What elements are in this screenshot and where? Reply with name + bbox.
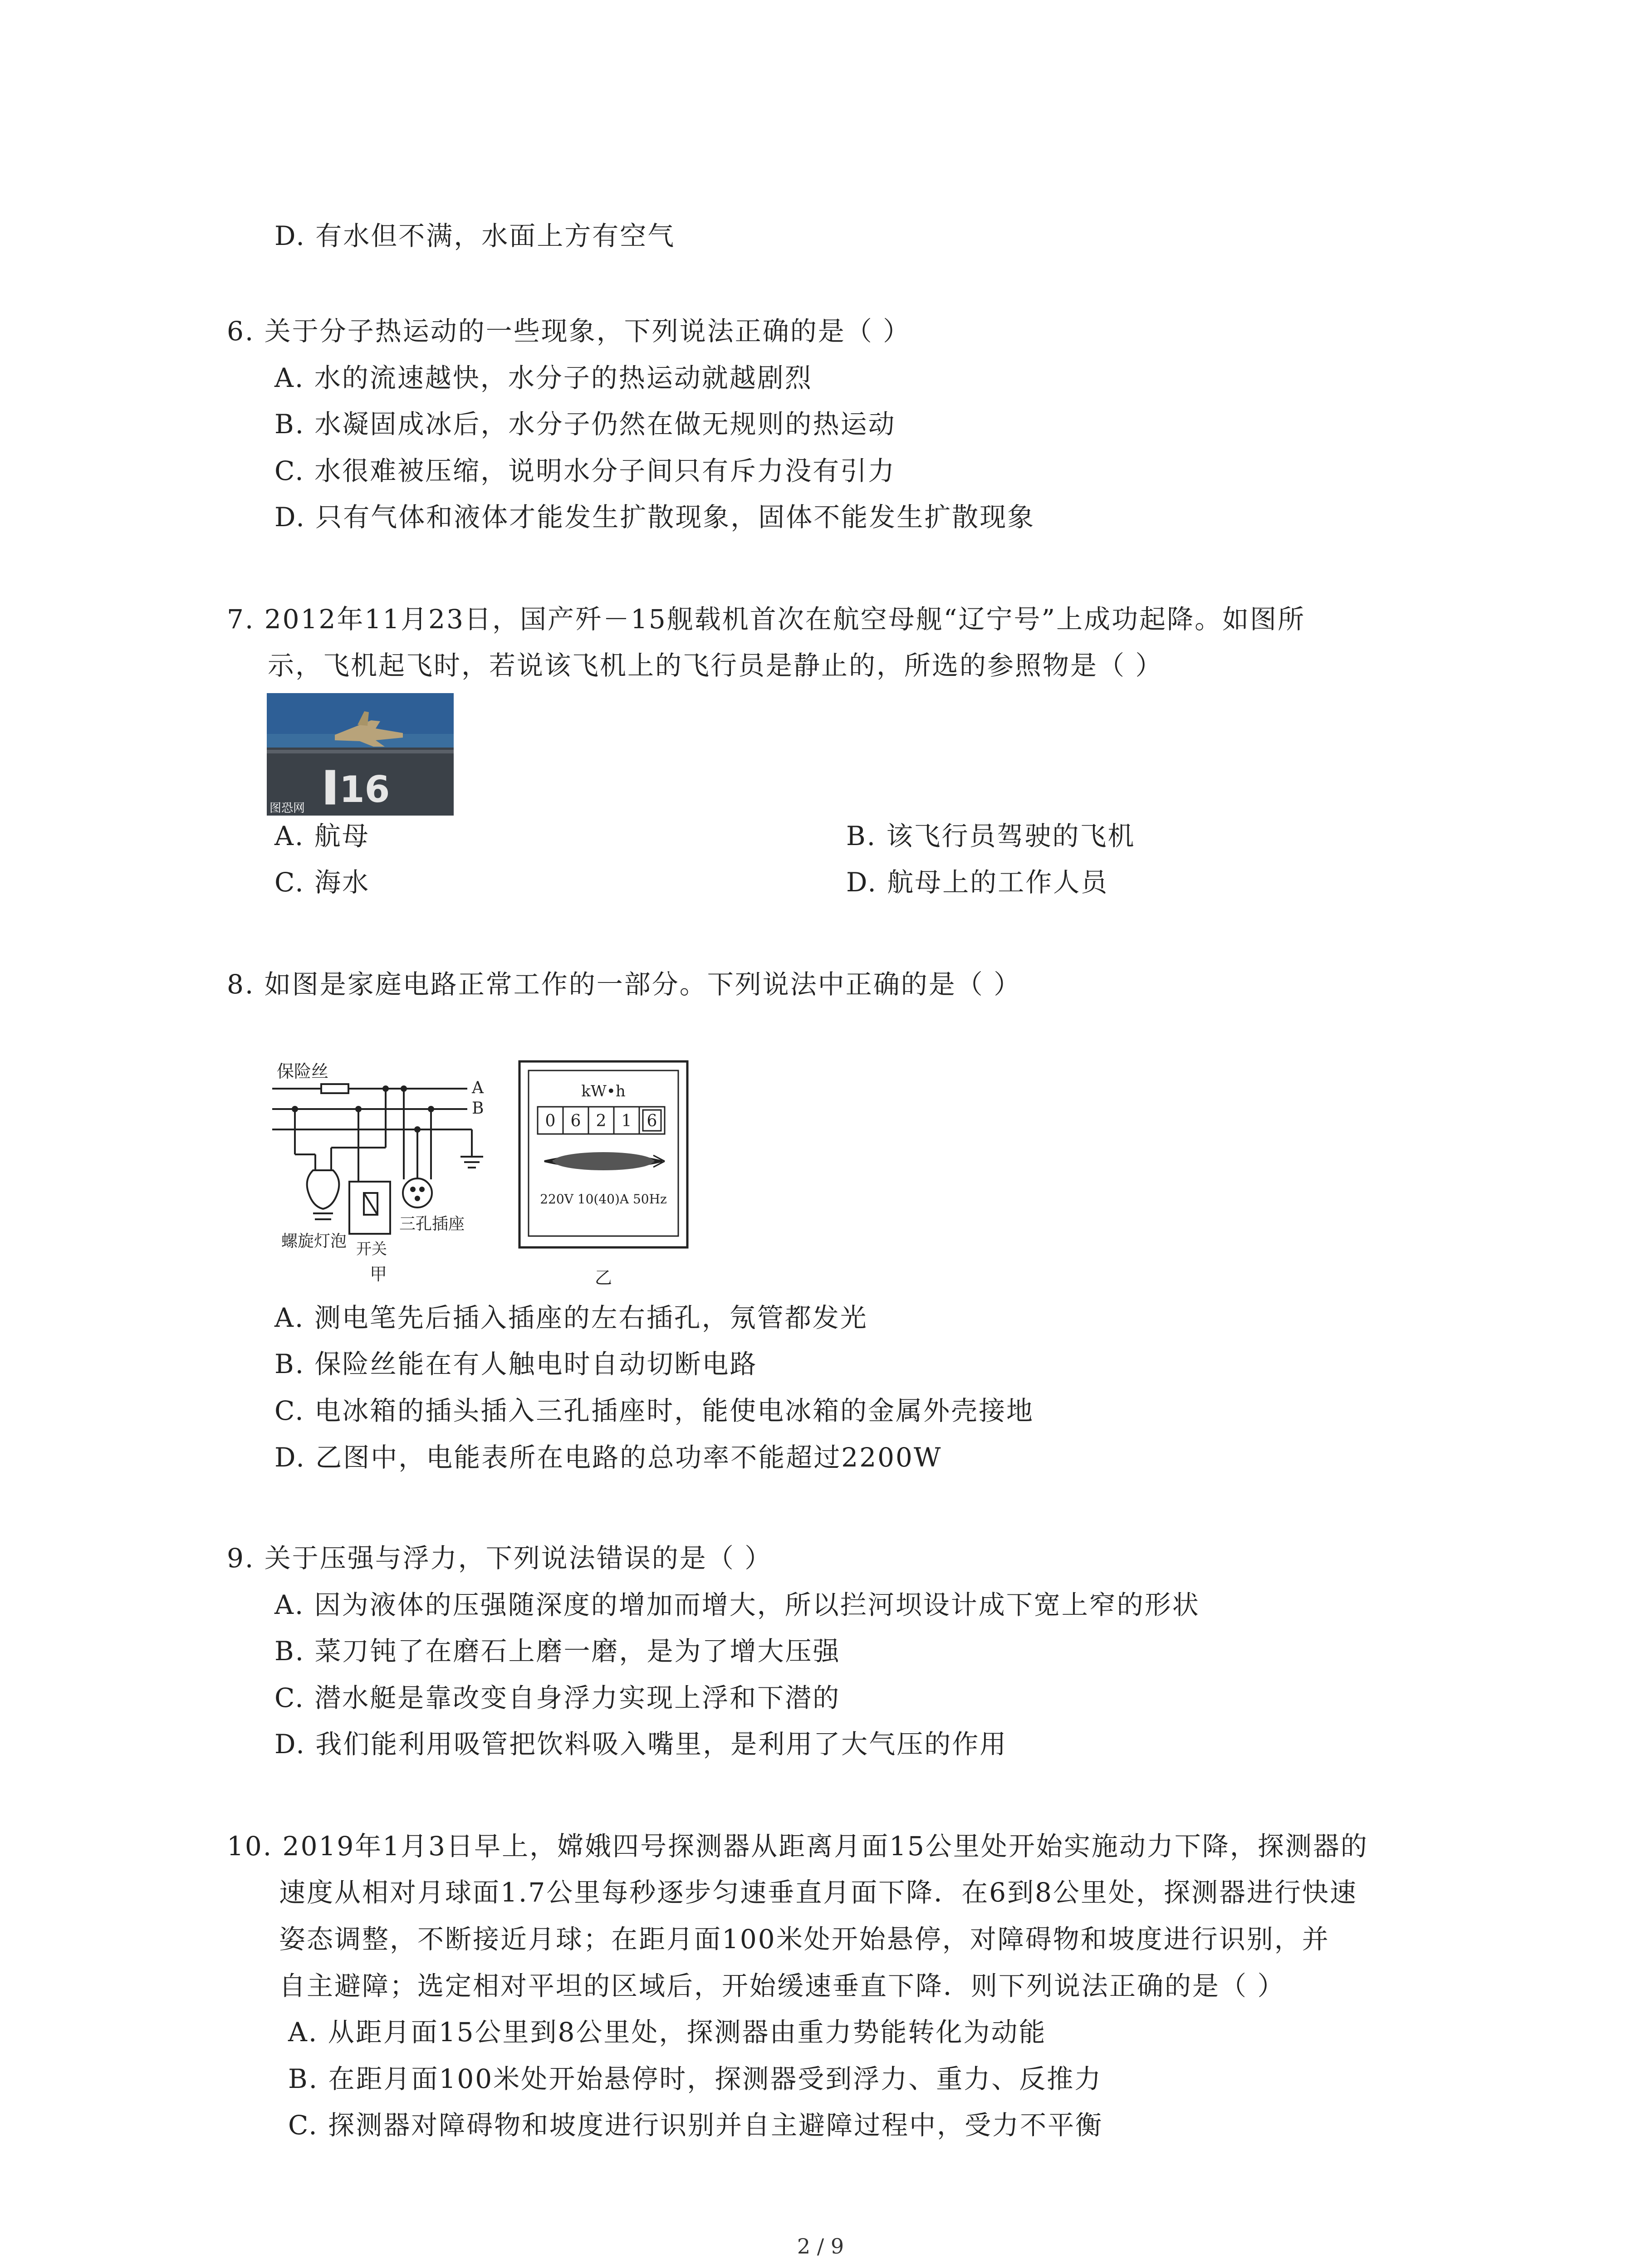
q9-option-b: B. 菜刀钝了在磨石上磨一磨，是为了增大压强	[274, 1636, 841, 1667]
q8-meter-digit-4: 1	[621, 1112, 632, 1130]
q8-meter-digit-1: 0	[545, 1112, 556, 1130]
page-number: 2 / 9	[797, 2234, 844, 2258]
q6-option-c: C. 水很难被压缩，说明水分子间只有斥力没有引力	[274, 455, 896, 486]
q7-option-d: D. 航母上的工作人员	[846, 867, 1109, 898]
q10-stem-line3: 姿态调整，不断接近月球；在距月面100米处开始悬停，对障碍物和坡度进行识别，并	[279, 1924, 1330, 1955]
q7-option-b: B. 该飞行员驾驶的飞机	[846, 821, 1136, 851]
q6-option-a: A. 水的流速越快，水分子的热运动就越剧烈	[274, 362, 813, 393]
q10-option-a: A. 从距月面15公里到8公里处，探测器由重力势能转化为动能	[288, 2017, 1047, 2048]
q8-meter-digit-5: 6	[647, 1112, 657, 1130]
q8-fuse-label: 保险丝	[277, 1061, 329, 1081]
q8-meter-figure	[517, 1059, 692, 1295]
q8-circuit-figure	[268, 1057, 504, 1293]
q8-line-a-label: A	[472, 1079, 484, 1097]
q8-meter-rating: 220V 10(40)A 50Hz	[540, 1192, 667, 1207]
q8-option-b: B. 保险丝能在有人触电时自动切断电路	[274, 1349, 758, 1379]
q7-option-a: A. 航母	[274, 821, 370, 851]
q7-stem-line2: 示，飞机起飞时，若说该飞机上的飞行员是静止的，所选的参照物是（ ）	[268, 650, 1163, 681]
q8-option-a: A. 测电笔先后插入插座的左右插孔，氖管都发光	[274, 1302, 868, 1333]
q10-stem-line2: 速度从相对月球面1.7公里每秒逐步匀速垂直月面下降．在6到8公里处，探测器进行快速	[279, 1877, 1358, 1908]
q9-stem: 9. 关于压强与浮力，下列说法错误的是（ ）	[227, 1543, 773, 1574]
q8-option-d: D. 乙图中，电能表所在电路的总功率不能超过2200W	[274, 1442, 942, 1473]
q7-photo-watermark: 图恐网	[269, 802, 305, 815]
q9-option-c: C. 潜水艇是靠改变自身浮力实现上浮和下潜的	[274, 1682, 841, 1713]
q8-switch-label: 开关	[356, 1240, 387, 1258]
q7-photo-deck-number: 16	[339, 768, 390, 811]
q10-stem-line4: 自主避障；选定相对平坦的区域后，开始缓速垂直下降．则下列说法正确的是（ ）	[279, 1970, 1285, 2001]
q8-figure-yi-caption: 乙	[594, 1268, 612, 1288]
q8-figure-jia-caption: 甲	[370, 1264, 387, 1284]
q7-stem-line1: 7. 2012年11月23日，国产歼－15舰载机首次在航空母舰“辽宁号”上成功起降。如图所	[227, 604, 1306, 635]
q8-meter-digit-3: 2	[596, 1112, 607, 1130]
q8-bulb-label: 螺旋灯泡	[281, 1232, 347, 1251]
q7-carrier-photo	[267, 693, 454, 816]
q10-option-b: B. 在距月面100米处开始悬停时，探测器受到浮力、重力、反推力	[288, 2063, 1102, 2094]
q5-option-d: D. 有水但不满，水面上方有空气	[274, 220, 676, 251]
q6-option-d: D. 只有气体和液体才能发生扩散现象，固体不能发生扩散现象	[274, 502, 1035, 533]
q8-option-c: C. 电冰箱的插头插入三孔插座时，能使电冰箱的金属外壳接地	[274, 1395, 1034, 1426]
q8-line-b-label: B	[472, 1099, 484, 1118]
q10-stem-line1: 10. 2019年1月3日早上，嫦娥四号探测器从距离月面15公里处开始实施动力下降，探测器的	[227, 1831, 1368, 1862]
q9-option-a: A. 因为液体的压强随深度的增加而增大，所以拦河坝设计成下宽上窄的形状	[274, 1589, 1200, 1620]
q8-socket-label: 三孔插座	[399, 1215, 465, 1233]
q6-option-b: B. 水凝固成冰后，水分子仍然在做无规则的热运动	[274, 409, 896, 440]
q7-option-c: C. 海水	[274, 867, 370, 898]
q8-meter-digit-2: 6	[570, 1112, 581, 1130]
q9-option-d: D. 我们能利用吸管把饮料吸入嘴里，是利用了大气压的作用	[274, 1729, 1008, 1760]
q10-option-c: C. 探测器对障碍物和坡度进行识别并自主避障过程中，受力不平衡	[288, 2110, 1103, 2141]
q6-stem: 6. 关于分子热运动的一些现象，下列说法正确的是（ ）	[227, 316, 911, 347]
q8-meter-unit: kW•h	[581, 1082, 626, 1100]
q8-stem: 8. 如图是家庭电路正常工作的一部分。下列说法中正确的是（ ）	[227, 969, 1022, 1000]
